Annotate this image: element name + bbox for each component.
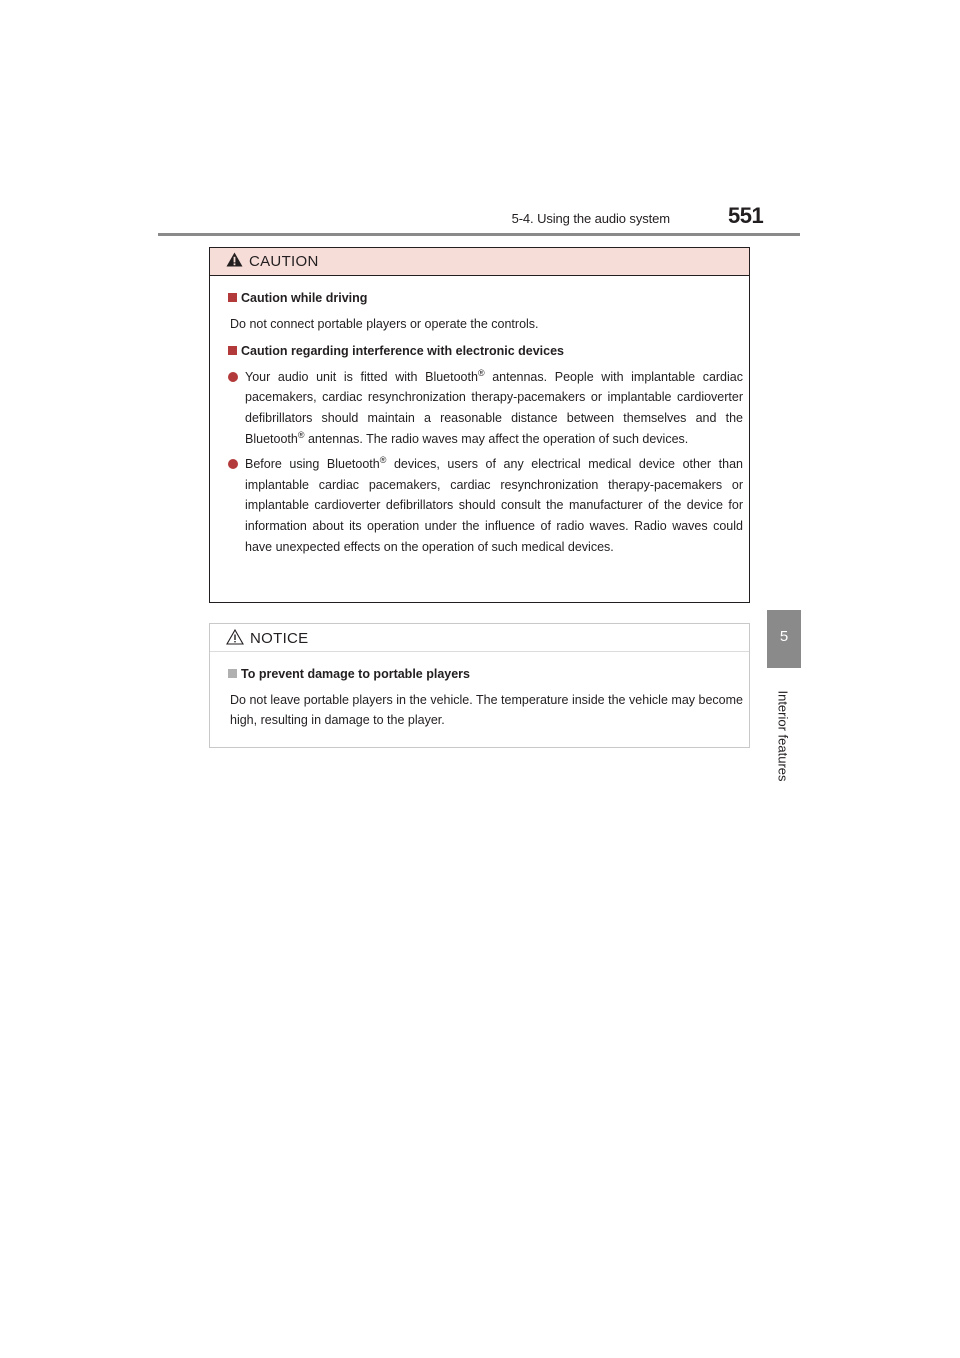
caution-section-title: Caution regarding interference with electronic devices — [228, 341, 743, 362]
notice-heading: NOTICE — [250, 630, 309, 647]
notice-section-title: To prevent damage to portable players — [228, 664, 743, 685]
chapter-label — [776, 676, 790, 796]
caution-bullet: Your audio unit is fitted with Bluetooth® antennas. People with implantable cardiac pacemakers, cardiac resynchronization therapy-pacemakers or implantable cardioverter defibrillators should maintain a reasonable distance between themselves and the Bluetooth® antennas. The radio waves may affect the operation of such devices. — [228, 367, 743, 449]
caution-section-text: Do not connect portable players or operate the controls. — [230, 316, 539, 331]
page-number: 551 — [728, 203, 764, 228]
notice-box — [209, 623, 750, 748]
caution-section-title: Caution while driving — [228, 288, 743, 309]
chapter-number: 5 — [779, 628, 789, 645]
square-bullet-icon — [228, 346, 237, 355]
notice-header — [210, 624, 749, 652]
caution-body — [210, 276, 749, 557]
caution-bullet: Before using Bluetooth® devices, users of any electrical medical device other than implantable cardiac pacemakers, cardiac resynchronization therapy-pacemakers or implantable cardioverter defibrillators should consult the manufacturer of the device for information about its operation under the influence of radio waves. Radio waves could have unexpected effects on the operation of such medical devices. — [228, 454, 743, 557]
registered-mark: ® — [477, 367, 485, 378]
square-bullet-icon — [228, 293, 237, 302]
header-section-title: 5-4. Using the audio system — [511, 211, 670, 226]
header-rule — [158, 233, 800, 236]
notice-body — [210, 652, 749, 731]
caution-heading: CAUTION — [249, 253, 319, 270]
notice-section-text: Do not leave portable players in the vehicle. The temperature inside the vehicle may become high, resulting in damage to the player. — [230, 692, 743, 728]
caution-box — [209, 247, 750, 603]
warning-outline-icon — [226, 629, 244, 649]
round-bullet-icon — [228, 372, 238, 382]
round-bullet-icon — [228, 459, 238, 469]
warning-triangle-icon — [226, 252, 243, 271]
caution-header — [210, 248, 749, 276]
registered-mark: ® — [297, 429, 305, 440]
chapter-label-text: Interior features — [775, 690, 791, 782]
square-bullet-icon — [228, 669, 237, 678]
registered-mark: ® — [379, 455, 387, 465]
